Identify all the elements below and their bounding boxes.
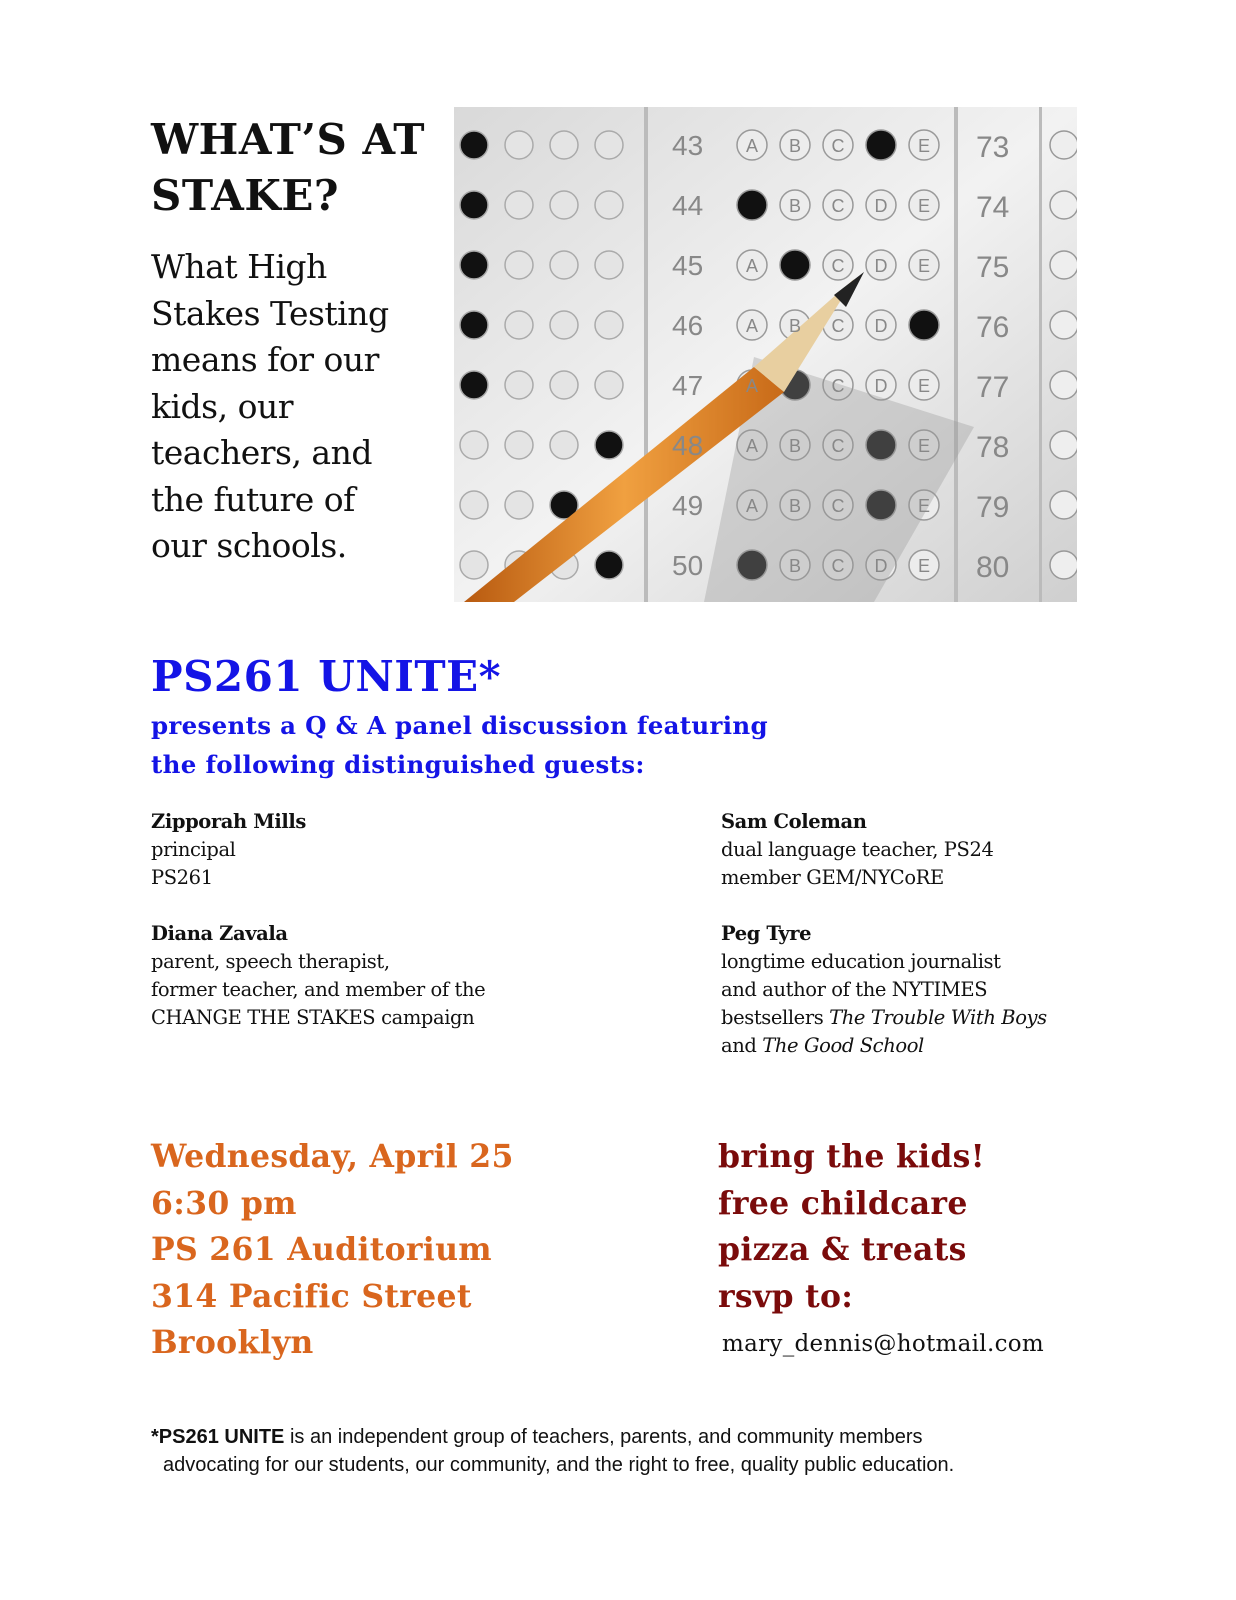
answer-bubble (550, 431, 578, 459)
guest-detail: dual language teacher, PS24 (721, 838, 994, 861)
perk-line: bring the kids! (718, 1138, 985, 1175)
guest-detail: and author of the NYTIMES (721, 978, 988, 1001)
answer-bubble (505, 251, 533, 279)
answer-bubble (595, 371, 623, 399)
bubble-sheet-pencil-photo (454, 107, 1077, 602)
guest-detail: principal (151, 838, 236, 861)
answer-bubble (595, 311, 623, 339)
bubble-letter: D (874, 256, 888, 276)
footer-line: advocating for our students, our community, and the right to free, quality public education. (163, 1454, 955, 1476)
question-number: 80 (976, 551, 1010, 584)
guest-detail: member GEM/NYCoRE (721, 866, 944, 889)
question-number: 45 (672, 250, 704, 281)
rsvp-email[interactable]: mary_dennis@hotmail.com (722, 1331, 1045, 1357)
event-street: 314 Pacific Street (151, 1277, 472, 1315)
guest-peg-tyre (721, 920, 1047, 1060)
answer-bubble (505, 491, 533, 519)
guest-zipporah-mills (151, 808, 306, 892)
rsvp-label: rsvp to: (718, 1277, 854, 1315)
event-venue: PS 261 Auditorium (151, 1231, 492, 1268)
guest-detail (721, 1004, 1047, 1032)
book-title: The Good School (762, 1034, 924, 1057)
subheadline (151, 244, 389, 570)
presents-line: the following distinguished guests: (151, 750, 645, 779)
footer-org: *PS261 UNITE (151, 1426, 285, 1448)
bubble-letter: A (745, 136, 759, 156)
answer-bubble (460, 191, 488, 219)
bubble-letter: A (745, 256, 759, 276)
answer-bubble (550, 251, 578, 279)
answer-bubble (550, 191, 578, 219)
guest-detail (721, 1032, 1047, 1060)
guest-name: Sam Coleman (721, 810, 867, 833)
answer-bubble (866, 130, 896, 160)
bubble-letter: B (788, 496, 802, 516)
bubble-letter: A (745, 376, 759, 396)
event-time: 6:30 pm (151, 1184, 297, 1222)
bubble-letter: B (788, 436, 802, 456)
answer-bubble (1050, 551, 1077, 579)
answer-bubble (550, 131, 578, 159)
question-number: 79 (976, 491, 1010, 524)
bubble-letter: D (874, 376, 888, 396)
answer-bubble (595, 131, 623, 159)
bubble-letter: C (831, 196, 845, 216)
event-date: Wednesday, April 25 (151, 1138, 514, 1175)
guest-name: Peg Tyre (721, 922, 812, 945)
answer-bubble (1050, 371, 1077, 399)
bubble-letter: A (745, 316, 759, 336)
bubble-letter: C (831, 256, 845, 276)
question-number: 50 (672, 550, 704, 581)
answer-bubble (595, 431, 623, 459)
question-number: 76 (976, 311, 1010, 344)
answer-bubble (1050, 131, 1077, 159)
bubble-letter: C (831, 496, 845, 516)
guest-detail: longtime education journalist (721, 950, 1001, 973)
guest-name: Zipporah Mills (151, 810, 306, 833)
question-number: 44 (672, 190, 704, 221)
answer-bubble (780, 250, 810, 280)
headline (151, 112, 425, 224)
headline-line: STAKE? (151, 171, 340, 220)
answer-bubble (460, 371, 488, 399)
answer-bubble (550, 311, 578, 339)
footer-note (151, 1423, 954, 1479)
subhead-line: teachers, and (151, 433, 372, 472)
perk-line: pizza & treats (718, 1231, 967, 1268)
answer-bubble (1050, 431, 1077, 459)
question-number: 78 (976, 431, 1010, 464)
question-number: 43 (672, 130, 704, 161)
answer-bubble (1050, 191, 1077, 219)
question-number: 46 (672, 310, 704, 341)
answer-bubble (1050, 491, 1077, 519)
bubble-letter: B (788, 556, 802, 576)
bubble-letter: C (831, 376, 845, 396)
bubble-letter: C (831, 316, 845, 336)
guest-detail: parent, speech therapist, (151, 950, 390, 973)
event-perks (718, 1134, 985, 1320)
question-number: 49 (672, 490, 704, 521)
answer-bubble (595, 191, 623, 219)
subhead-line: our schools. (151, 526, 347, 565)
bubble-letter: E (917, 196, 931, 216)
bubble-letter: E (917, 376, 931, 396)
bubble-letter: E (917, 256, 931, 276)
bubble-letter: B (788, 196, 802, 216)
bubble-letter: D (874, 556, 888, 576)
answer-bubble (505, 431, 533, 459)
subhead-line: kids, our (151, 386, 293, 426)
bubble-letter: A (745, 496, 759, 516)
subhead-line: means for our (151, 340, 379, 379)
organization-title: PS261 UNITE* (151, 652, 502, 701)
answer-bubble (1050, 311, 1077, 339)
bubble-letter: B (788, 136, 802, 156)
bubble-letter: A (745, 436, 759, 456)
subhead-line: Stakes Testing (151, 293, 389, 333)
question-number: 47 (672, 370, 704, 401)
answer-bubble (505, 131, 533, 159)
bubble-letter: E (917, 556, 931, 576)
answer-bubble (460, 491, 488, 519)
answer-bubble (505, 311, 533, 339)
question-number: 73 (976, 131, 1010, 164)
guest-detail: former teacher, and member of the (151, 978, 486, 1001)
footer-text: is an independent group of teachers, parents, and community members (284, 1426, 923, 1448)
bubble-letter: E (917, 436, 931, 456)
guest-name: Diana Zavala (151, 922, 288, 945)
bubble-letter: E (917, 136, 931, 156)
answer-bubble (460, 251, 488, 279)
bubble-letter: E (917, 496, 931, 516)
bubble-letter: B (788, 316, 802, 336)
bubble-letter: D (874, 316, 888, 336)
answer-bubble (909, 310, 939, 340)
text: bestsellers (721, 1006, 830, 1029)
bubble-letter: D (874, 196, 888, 216)
bubble-letter: C (831, 436, 845, 456)
presents-line: presents a Q & A panel discussion featuring (151, 711, 768, 740)
answer-bubble (1050, 251, 1077, 279)
subhead-line: the future of (151, 479, 355, 519)
guest-sam-coleman (721, 808, 994, 892)
event-city: Brooklyn (151, 1324, 314, 1361)
presents-text (151, 706, 768, 784)
guest-diana-zavala (151, 920, 485, 1032)
answer-bubble (460, 551, 488, 579)
answer-bubble (460, 311, 488, 339)
answer-bubble (550, 371, 578, 399)
book-title: The Trouble With Boys (829, 1006, 1047, 1029)
bubble-letter: C (831, 136, 845, 156)
headline-line: WHAT’S AT (151, 115, 426, 164)
answer-bubble (595, 551, 623, 579)
question-number: 74 (976, 191, 1010, 224)
text: and (721, 1034, 763, 1057)
answer-bubble (505, 371, 533, 399)
subhead-line: What High (151, 247, 327, 286)
question-number: 48 (672, 430, 704, 461)
bubble-letter: C (831, 556, 845, 576)
footer-line (151, 1423, 954, 1451)
guest-detail: CHANGE THE STAKES campaign (151, 1006, 475, 1029)
answer-bubble (460, 431, 488, 459)
answer-bubble (505, 191, 533, 219)
event-details (151, 1134, 514, 1367)
perk-line: free childcare (718, 1184, 968, 1222)
answer-bubble (460, 131, 488, 159)
question-number: 75 (976, 251, 1010, 284)
guest-detail: PS261 (151, 866, 213, 889)
answer-bubble (595, 251, 623, 279)
question-number: 77 (976, 371, 1010, 404)
answer-bubble (737, 190, 767, 220)
